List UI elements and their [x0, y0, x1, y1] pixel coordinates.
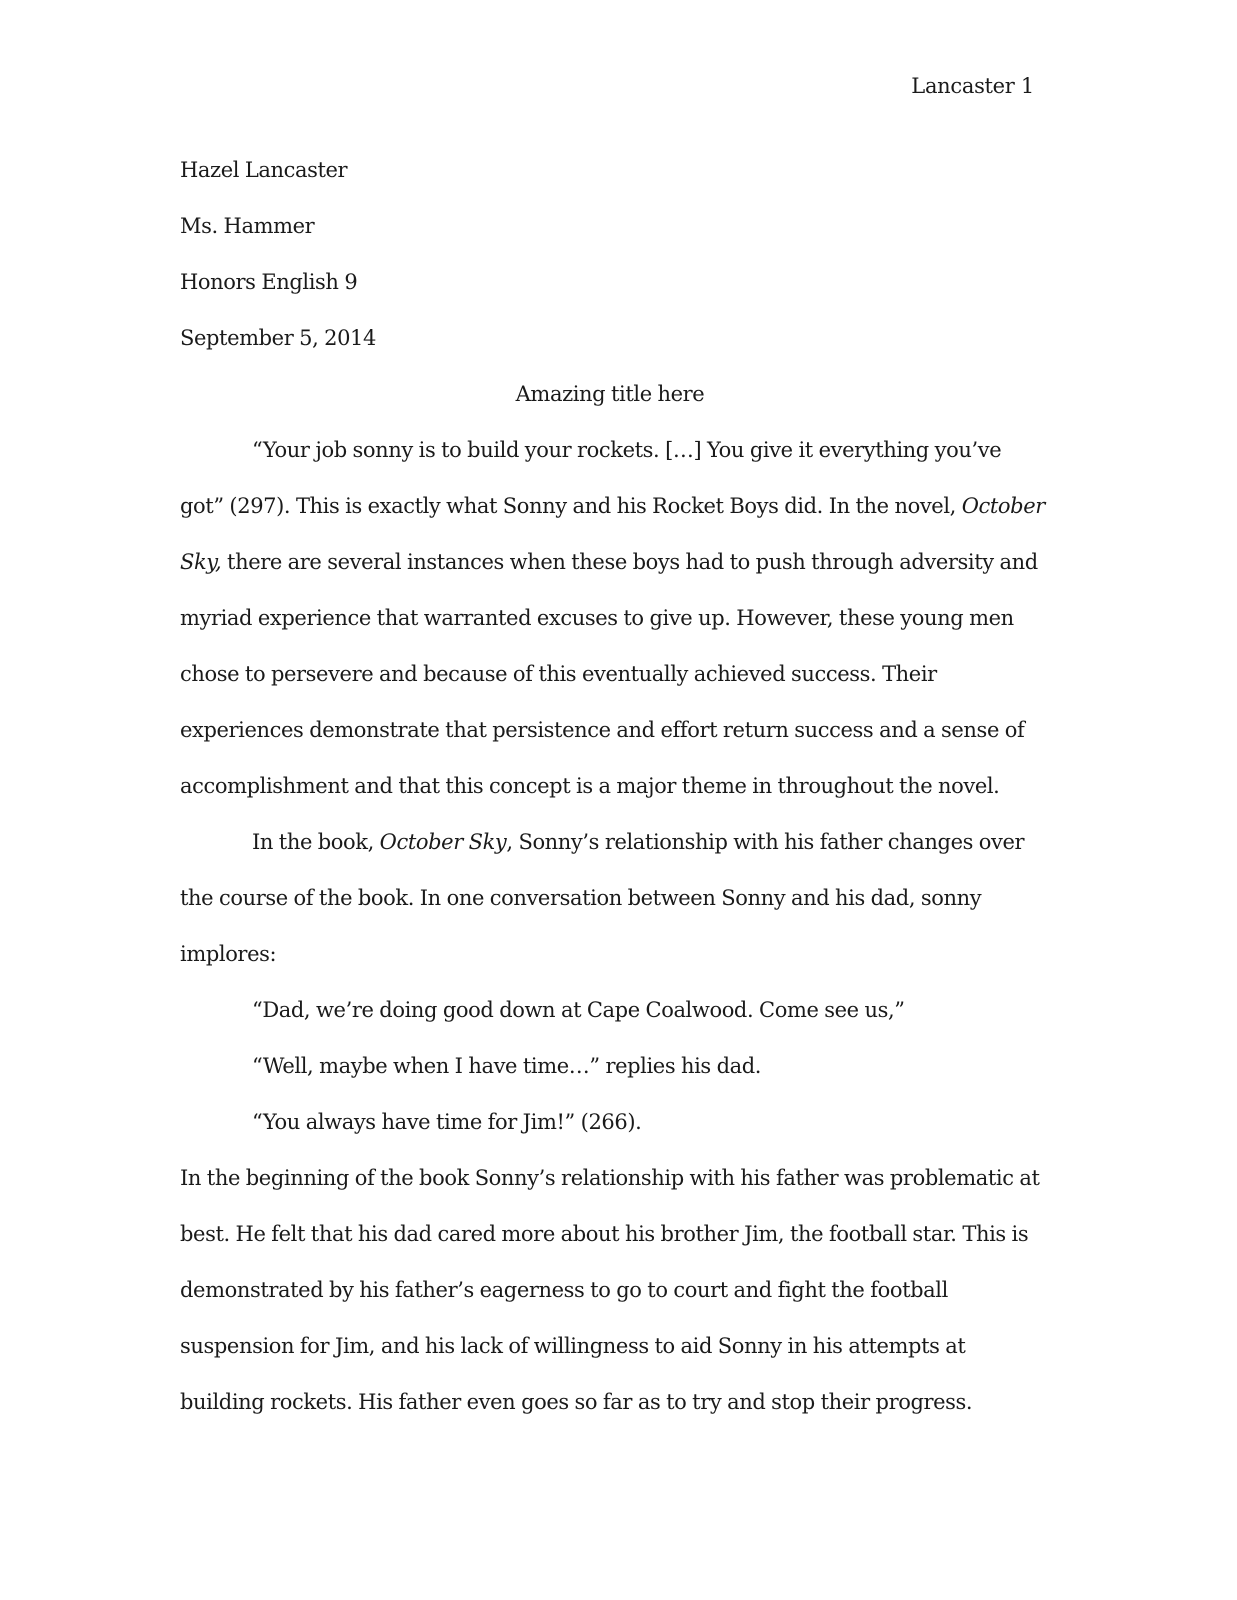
p1-line-4: myriad experience that warranted excuses to give up. However, these young men [180, 606, 1014, 630]
running-head: Lancaster 1 [911, 74, 1034, 98]
p1-line-2 [180, 478, 1045, 534]
p2-line-1-text-a: In the book, [252, 830, 380, 854]
dialogue-line-2: “Well, maybe when I have time…” replies his dad. [252, 1054, 762, 1078]
heading-teacher: Ms. Hammer [180, 214, 315, 238]
p1-line-2-text: got” (297). This is exactly what Sonny and his Rocket Boys did. In the novel, [180, 494, 962, 518]
book-title-italic: October Sky [379, 830, 507, 854]
p2-line-2: the course of the book. In one conversation between Sonny and his dad, sonny [180, 886, 982, 910]
p3-line-5: building rockets. His father even goes so far as to try and stop their progress. [180, 1390, 973, 1414]
essay-body [180, 142, 1045, 1430]
p1-line-5: chose to persevere and because of this eventually achieved success. Their [180, 662, 937, 686]
dialogue-line-1: “Dad, we’re doing good down at Cape Coalwood. Come see us,” [252, 998, 905, 1022]
heading-date: September 5, 2014 [180, 326, 376, 350]
heading-student: Hazel Lancaster [180, 158, 348, 182]
p1-line-3 [180, 534, 1040, 590]
dialogue-line-3: “You always have time for Jim!” (266). [252, 1110, 642, 1134]
p2-line-3: implores: [180, 942, 277, 966]
p1-line-3-text: there are several instances when these boys had to push through adversity and [221, 550, 1038, 574]
book-title-italic: Sky, [180, 550, 222, 574]
p3-line-3: demonstrated by his father’s eagerness to go to court and fight the football [180, 1278, 948, 1302]
p2-line-1 [180, 814, 1040, 870]
p1-line-6: experiences demonstrate that persistence and effort return success and a sense of [180, 718, 1025, 742]
p3-line-4: suspension for Jim, and his lack of willingness to aid Sonny in his attempts at [180, 1334, 966, 1358]
heading-course: Honors English 9 [180, 270, 358, 294]
book-title-italic: October [961, 494, 1045, 518]
p1-line-1: “Your job sonny is to build your rockets. […] You give it everything you’ve [252, 438, 1002, 462]
p3-line-2: best. He felt that his dad cared more about his brother Jim, the football star. This is [180, 1222, 1029, 1246]
p1-line-7: accomplishment and that this concept is a major theme in throughout the novel. [180, 774, 1000, 798]
p2-line-1-text-c: , Sonny’s relationship with his father changes over [506, 830, 1025, 854]
essay-title: Amazing title here [515, 382, 705, 406]
p3-line-1: In the beginning of the book Sonny’s relationship with his father was problematic at [180, 1166, 1040, 1190]
